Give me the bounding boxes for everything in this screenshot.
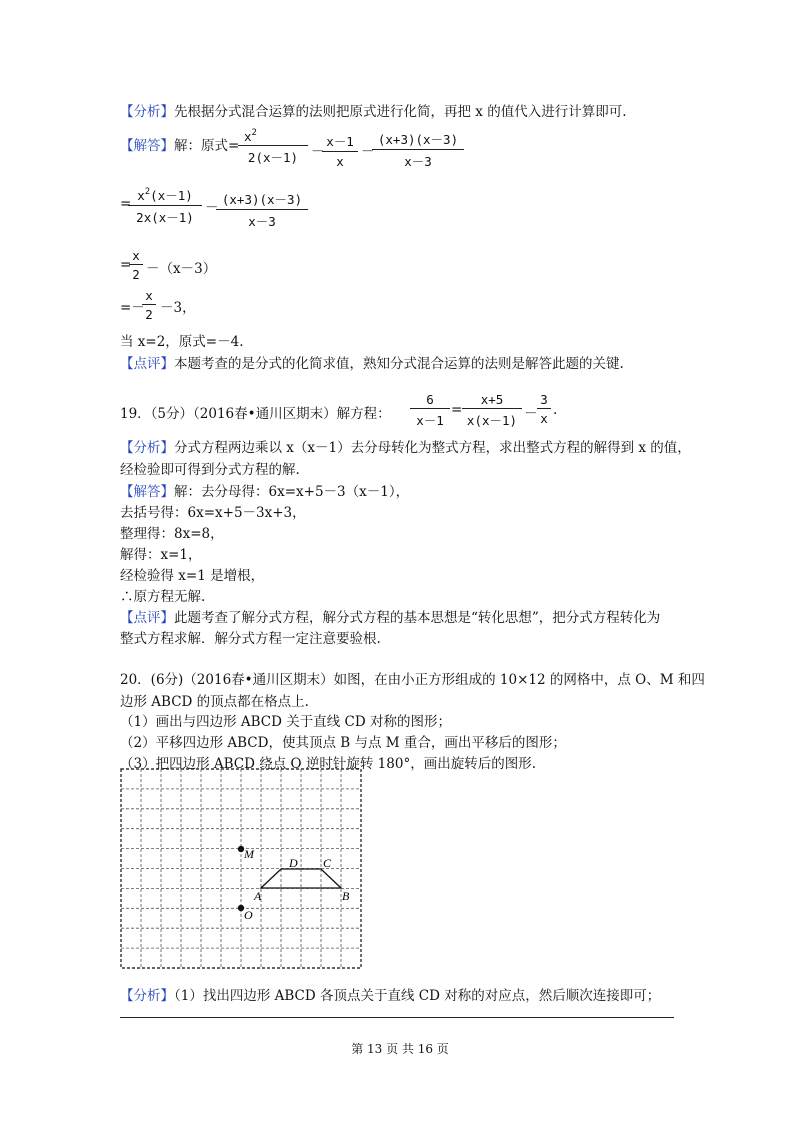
q19-f2-den: x(x－1) [466,413,518,428]
q18-step4-fraction [142,288,156,322]
q18-step1-f2-den: x [336,154,344,169]
label-b: B [342,889,350,903]
q20-header-line2: 边形 ABCD 的顶点都在格点上. [120,694,309,710]
q18-step3-f-num: x [129,248,143,265]
q20-part: （2）平移四边形 ABCD，使其顶点 B 与点 M 重合，画出平移后的图形； [120,735,566,751]
label-c: C [323,856,332,870]
q18-comment-text: 本题考查的是分式的化简求值，熟知分式混合运算的法则是解答此题的关键. [174,356,624,372]
q19-f1-num: 6 [410,392,450,409]
q19-f2-num: x+5 [462,392,522,409]
page-footer: 第 13 页 共 16 页 [351,1042,449,1056]
q18-step1-f3-den: x－3 [404,154,432,169]
q19-f3-num: 3 [537,392,551,409]
q18-answer-intro [120,134,239,154]
q18-step2-f2-num: (x+3)(x－3) [216,190,308,210]
q19-header: 19．（5分）（2016春•通川区期末）解方程： [120,406,391,422]
q18-step1-op2: － [361,144,375,160]
q19-f1-den: x－1 [416,413,444,428]
q19-step: 经检验得 x=1 是增根， [120,568,265,584]
q19-comment-line1 [120,606,660,626]
q18-step1-f2-num: x－1 [322,132,358,152]
q19-step: 解得：x=1， [120,547,202,563]
q18-step4-eq: =－ [120,300,145,316]
q18-step3-rest: －（x－3） [146,261,217,277]
q19-analysis-line2: 经检验即可得到分式方程的解. [120,462,300,478]
footer-divider [120,1017,674,1018]
q19-fraction-1 [410,392,450,429]
q20-analysis [120,984,660,1004]
q20-header-line1: 20．(6分)（2016春•通川区期末）如图，在由小正方形组成的 10×12 的网格中，点 O、M 和四 [120,672,705,688]
answer-tag: 【解答】 [120,484,174,500]
q18-step4-f-num: x [142,288,156,305]
q18-analysis [120,100,627,120]
analysis-tag: 【分析】 [120,440,174,456]
q18-step2-f1-exp: 2 [144,187,151,197]
q18-step2-fraction-2 [216,190,308,230]
q18-step1-fraction-2 [322,132,358,169]
q19-comment-text: 此题考查了解分式方程，解分式方程的基本思想是“转化思想”，把分式方程转化为 [174,610,661,626]
q19-step: ∴原方程无解. [120,589,206,605]
label-o: O [244,908,253,922]
q18-step4-f-den: 2 [145,307,153,322]
q20-part: （1）画出与四边形 ABCD 关于直线 CD 对称的图形； [120,714,451,730]
q20-part: （3）把四边形 ABCD 绕点 O 逆时针旋转 180°，画出旋转后的图形. [120,756,536,772]
q18-step2-fraction-1 [128,186,202,226]
q19-end: . [553,402,558,418]
q19-step: 去括号得：6x=x+5－3x+3， [120,505,306,521]
label-a: A [254,889,262,903]
q18-answer-intro-text: 解：原式= [174,138,240,154]
q20-analysis-text: （1）找出四边形 ABCD 各顶点关于直线 CD 对称的对应点，然后顺次连接即可； [174,988,661,1004]
grid-figure [120,768,364,970]
q18-step3-eq: = [120,257,132,273]
q18-step2-f1-num-a: x [137,188,145,203]
q18-analysis-text: 先根据分式混合运算的法则把原式进行化简，再把 x 的值代入进行计算即可. [174,104,627,120]
q19-answer-text: 解：去分母得：6x=x+5－3（x－1）， [174,484,410,500]
label-m: M [244,847,254,861]
q18-step3-fraction [129,248,143,282]
q18-step1-fraction-1 [238,128,308,166]
q18-step2-f1-den: 2x(x－1) [136,210,194,225]
q18-step1-f1-num: x [244,129,252,144]
q19-analysis-text: 分式方程两边乘以 x（x－1）去分母转化为整式方程，求出整式方程的解得到 x 的值， [174,440,691,456]
q19-eq: = [451,402,463,418]
q19-f3-den: x [540,411,548,426]
q18-step2-f2-den: x－3 [248,214,276,229]
comment-tag: 【点评】 [120,610,174,626]
q18-step4-rest: －3， [160,300,196,316]
q18-comment [120,352,624,372]
q18-step3-f-den: 2 [132,267,140,282]
analysis-tag: 【分析】 [120,104,174,120]
q19-analysis-line1 [120,436,691,456]
q18-step1-f1-exp: 2 [251,128,257,138]
q18-step2-f1-num-b: (x－1) [150,188,193,203]
q19-answer-line1 [120,480,409,500]
q18-step1-fraction-3 [372,130,464,170]
q18-step1-f1-den: 2(x－1) [247,150,299,165]
q18-step1-op1: － [311,144,325,160]
comment-tag: 【点评】 [120,356,174,372]
q19-op: － [524,406,538,422]
q18-step2-eq: = [120,196,132,212]
q18-result: 当 x=2，原式=－4. [120,334,244,350]
q19-comment-line2: 整式方程求解．解分式方程一定注意要验根. [120,631,381,647]
q19-step: 整理得：8x=8， [120,526,224,542]
q18-step2-op: － [205,200,219,216]
analysis-tag: 【分析】 [120,988,174,1004]
answer-tag: 【解答】 [120,138,174,154]
q18-step1-f3-num: (x+3)(x－3) [372,130,464,150]
q19-fraction-2 [462,392,522,429]
label-d: D [289,856,298,870]
q19-fraction-3 [537,392,551,426]
